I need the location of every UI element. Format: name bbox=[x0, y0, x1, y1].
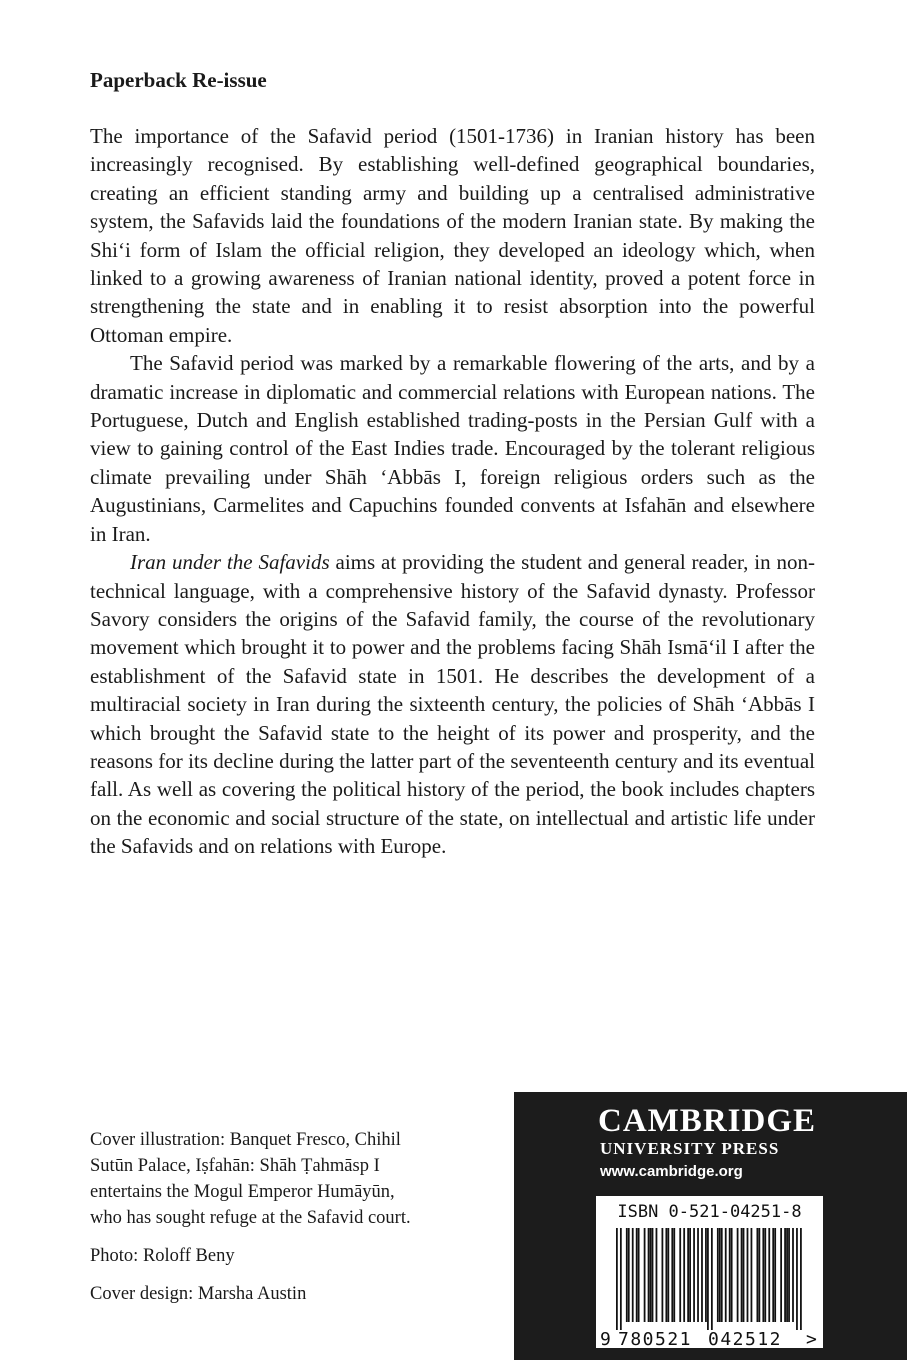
barcode-bar bbox=[628, 1228, 630, 1322]
barcode-bar bbox=[788, 1228, 790, 1322]
barcode-bar bbox=[683, 1228, 685, 1322]
paragraph-2: The Safavid period was marked by a remarkable flowering of the arts, and by a dramatic increase in diplomatic and commercial relations with European nations. The Portuguese, Dutch and English established trading-posts in the Persian Gulf with a view to gaining control of the East Indies trade. Encouraged by the tolerant religious climate prevailing under Shāh ʻAbbās I, foreign religious orders such as the Augustinians, Carmelites and Capuchins founded convents at Isfahān and elsewhere in Iran. bbox=[90, 351, 815, 546]
barcode-bar bbox=[751, 1228, 753, 1322]
publisher-name: CAMBRIDGE bbox=[598, 1103, 817, 1139]
barcode-bar bbox=[721, 1228, 723, 1322]
barcode-bar bbox=[737, 1228, 739, 1322]
paragraph-1: The importance of the Safavid period (1501-1736) in Iranian history has been increasingly recognised. By establishing well-defined geographical boundaries, creating an efficient standing army and building up a centralised administrative system, the Safavids laid the foundations of the modern Iranian state. By making the Shiʻi form of Islam the official religion, they developed an ideology which, when linked to a growing awareness of Iranian national identity, proved a potent force in strengthening the state and in enabling it to resist absorption into the powerful Ottoman empire. bbox=[90, 124, 815, 347]
credit-line: who has sought refuge at the Safavid court. bbox=[90, 1208, 411, 1228]
barcode-bar bbox=[705, 1228, 707, 1322]
barcode-bar bbox=[616, 1228, 618, 1330]
barcode-bar bbox=[729, 1228, 731, 1322]
cover-credits bbox=[90, 1127, 490, 1319]
barcode-bar bbox=[638, 1228, 640, 1322]
barcode-bar bbox=[693, 1228, 695, 1322]
barcode-bar bbox=[796, 1228, 798, 1330]
barcode-bar bbox=[743, 1228, 745, 1322]
barcode-bar bbox=[758, 1228, 760, 1322]
barcode-bar bbox=[656, 1228, 658, 1322]
barcode-bar bbox=[774, 1228, 776, 1322]
barcode-lead-digit: 9 bbox=[600, 1329, 611, 1348]
credit-line: Sutūn Palace, Iṣfahān: Shāh Ṭahmāsp I bbox=[90, 1156, 380, 1176]
barcode-bar bbox=[784, 1228, 786, 1322]
barcode-bar bbox=[741, 1228, 743, 1322]
barcode-bar bbox=[725, 1228, 727, 1322]
barcode-bar bbox=[731, 1228, 733, 1322]
barcode-bars bbox=[616, 1228, 802, 1330]
barcode bbox=[596, 1196, 823, 1348]
barcode-bar bbox=[747, 1228, 749, 1322]
barcode-bar bbox=[620, 1228, 622, 1330]
barcode-bar bbox=[697, 1228, 699, 1322]
barcode-bar bbox=[711, 1228, 713, 1330]
credit-line: entertains the Mogul Emperor Humāyūn, bbox=[90, 1182, 395, 1202]
barcode-bar bbox=[764, 1228, 766, 1322]
cover-illustration-credit bbox=[90, 1127, 490, 1231]
barcode-bar bbox=[707, 1228, 709, 1330]
barcode-bar bbox=[762, 1228, 764, 1322]
photo-credit: Photo: Roloff Beny bbox=[90, 1246, 235, 1266]
book-title: Iran under the Safavids bbox=[130, 550, 330, 575]
barcode-bar bbox=[650, 1228, 652, 1322]
barcode-bar bbox=[636, 1228, 638, 1322]
barcode-bar bbox=[701, 1228, 703, 1322]
barcode-bar bbox=[687, 1228, 689, 1322]
design-credit: Cover design: Marsha Austin bbox=[90, 1284, 307, 1304]
barcode-bar bbox=[644, 1228, 646, 1322]
barcode-bar bbox=[652, 1228, 654, 1322]
description-body bbox=[90, 122, 815, 861]
publisher-block bbox=[514, 1092, 907, 1360]
paragraph-3-text: aims at providing the student and general reader, in non-technical language, with a comprehensive history of the Safavid dynasty. Professor Savory considers the origins of the Safavid family, the course of the revolutionary movement which brought it to power and the problems facing Shāh Ismāʻil I after the establishment of the Safavid state in 1501. He describes the development of a multiracial society in Iran during the sixteenth century, the policies of Shāh ʻAbbās I which brought the Safavid state to the height of its power and prosperity, and the reasons for its decline during the latter part of the seventeenth century and its eventual fall. As well as covering the political history of the period, the book includes chapters on the economic and social structure of the state, on intellectual and artistic life under the Safavids and on relations with Europe. bbox=[90, 550, 816, 859]
barcode-bar bbox=[792, 1228, 794, 1322]
barcode-bar bbox=[662, 1228, 664, 1322]
barcode-bar bbox=[786, 1228, 788, 1322]
barcode-marker: > bbox=[806, 1329, 817, 1348]
barcode-panel bbox=[596, 1196, 823, 1348]
barcode-bar bbox=[756, 1228, 758, 1322]
barcode-bar bbox=[768, 1228, 770, 1322]
barcode-bar bbox=[719, 1228, 721, 1322]
barcode-bar bbox=[673, 1228, 675, 1322]
barcode-bar bbox=[780, 1228, 782, 1322]
barcode-bar bbox=[667, 1228, 669, 1322]
publisher-url: www.cambridge.org bbox=[600, 1163, 743, 1180]
credit-line: Cover illustration: Banquet Fresco, Chihil bbox=[90, 1130, 401, 1150]
barcode-bar bbox=[632, 1228, 634, 1322]
isbn-number: ISBN 0-521-04251-8 bbox=[617, 1202, 802, 1222]
barcode-left-digits: 780521 bbox=[618, 1329, 693, 1348]
barcode-bar bbox=[679, 1228, 681, 1322]
barcode-bar bbox=[648, 1228, 650, 1322]
barcode-bar bbox=[671, 1228, 673, 1322]
barcode-bar bbox=[665, 1228, 667, 1322]
paragraph-3 bbox=[90, 548, 815, 860]
heading: Paperback Re-issue bbox=[90, 68, 267, 92]
barcode-bar bbox=[717, 1228, 719, 1322]
barcode-bar bbox=[626, 1228, 628, 1322]
barcode-bar bbox=[772, 1228, 774, 1322]
publisher-subname: UNIVERSITY PRESS bbox=[600, 1139, 780, 1158]
barcode-bar bbox=[689, 1228, 691, 1322]
barcode-bar bbox=[800, 1228, 802, 1330]
barcode-right-digits: 042512 bbox=[708, 1329, 783, 1348]
